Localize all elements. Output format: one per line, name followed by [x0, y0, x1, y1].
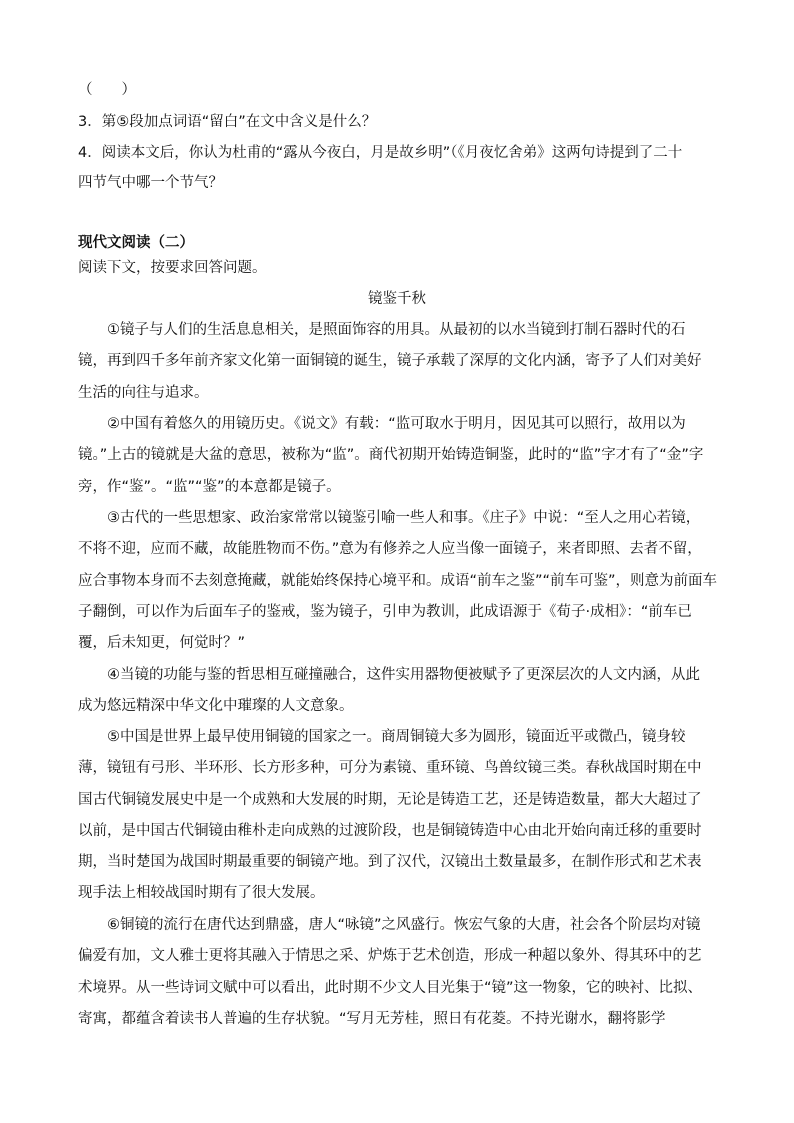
- paragraph-line: 旁，作“鉴”。“监”“鉴”的本意都是镜子。: [78, 478, 341, 495]
- article-paragraph-5: [78, 722, 718, 910]
- paragraph-line: 镜，再到四千多年前齐家文化第一面铜镜的诞生，镜子承载了深厚的文化内涵，寄予了人们对美好: [78, 353, 702, 370]
- paragraph-line: 子翻倒，可以作为后面车子的鉴戒，鉴为镜子，引申为教训，此成语源于《荀子·成相》：“前车已: [78, 603, 692, 620]
- article-paragraph-6: [78, 910, 718, 1035]
- question-3: 3．第⑤段加点词语“留白”在文中含义是什么？: [78, 114, 377, 130]
- paragraph-line: ②中国有着悠久的用镜历史。《说文》有载：“监可取水于明月，因见其可以照行，故用以为: [107, 416, 686, 432]
- paragraph-line: 不将不迎，应而不藏，故能胜物而不伤。”意为有修养之人应当像一面镜子，来者即照、去者不留，: [78, 541, 702, 558]
- article-title: 镜鉴千秋: [368, 291, 426, 307]
- paragraph-line: 应合事物本身而不去刻意掩藏，就能始终保持心境平和。成语“前车之鉴”“前车可鉴”，则意为前面车: [78, 572, 718, 589]
- paragraph-line: ③古代的一些思想家、政治家常常以镜鉴引喻一些人和事。《庄子》中说：“至人之用心若镜，: [107, 510, 701, 526]
- paragraph-line: ④当镜的功能与鉴的哲思相互碰撞融合，这件实用器物便被赋予了更深层次的人文内涵，从此: [107, 667, 700, 683]
- paragraph-line: 生活的向往与追求。: [78, 384, 209, 401]
- paragraph-line: 薄，镜钮有弓形、半环形、长方形多种，可分为素镜、重环镜、鸟兽纹镜三类。春秋战国时期在中: [78, 760, 702, 777]
- answer-bracket: （ ）: [78, 82, 136, 98]
- article-paragraph-2: [78, 409, 718, 503]
- article-paragraph-1: [78, 315, 718, 409]
- paragraph-line: 成为悠远精深中华文化中璀璨的人文意象。: [78, 698, 354, 715]
- question-4-line-2: 四节气中哪一个节气？: [78, 175, 223, 191]
- paragraph-line: ⑤中国是世界上最早使用铜镜的国家之一。商周铜镜大多为圆形，镜面近平或微凸，镜身较: [107, 729, 686, 745]
- paragraph-line: 期，当时楚国为战国时期最重要的铜镜产地。到了汉代，汉镜出土数量最多，在制作形式和艺术表: [78, 854, 702, 871]
- article-paragraph-4: [78, 660, 718, 723]
- question-4-line-1: 4．阅读本文后，你认为杜甫的“露从今夜白，月是故乡明”（《月夜忆舍弟》这两句诗提到了二十: [78, 145, 683, 161]
- paragraph-line: 术境界。从一些诗词文赋中可以看出，此时期不少文人目光集于“镜”这一物象，它的映衬、比拟、: [78, 979, 703, 996]
- paragraph-line: 覆，后未知更，何觉时？”: [78, 635, 246, 652]
- paragraph-line: 现手法上相较战国时期有了很大发展。: [78, 885, 325, 902]
- paragraph-line: ⑥铜镜的流行在唐代达到鼎盛，唐人“咏镜”之风盛行。恢宏气象的大唐，社会各个阶层均对镜: [107, 917, 701, 933]
- paragraph-line: 偏爱有加，文人雅士更将其融入于情思之采、炉炼于艺术创造，形成一种超以象外、得其环中的艺: [78, 948, 702, 965]
- section-instruction: 阅读下文，按要求回答问题。: [78, 260, 267, 276]
- paragraph-line: 以前，是中国古代铜镜由稚朴走向成熟的过渡阶段，也是铜镜铸造中心由北开始向南迁移的重要时: [78, 822, 702, 839]
- paragraph-line: 国古代铜镜发展史中是一个成熟和大发展的时期，无论是铸造工艺，还是铸造数量，都大大超过了: [78, 791, 702, 808]
- paragraph-line: ①镜子与人们的生活息息相关，是照面饰容的用具。从最初的以水当镜到打制石器时代的石: [107, 322, 686, 338]
- section-heading: 现代文阅读（二）: [78, 235, 194, 251]
- article-paragraph-3: [78, 503, 718, 659]
- paragraph-line: 寄寓，都蕴含着读书人普遍的生存状貌。“写月无芳桂，照日有花菱。不持光谢水，翻将影学: [78, 1010, 666, 1027]
- paragraph-line: 镜。”上古的镜就是大盆的意思，被称为“监”。商代初期开始铸造铜鉴，此时的“监”字才有了“金”字: [78, 447, 704, 464]
